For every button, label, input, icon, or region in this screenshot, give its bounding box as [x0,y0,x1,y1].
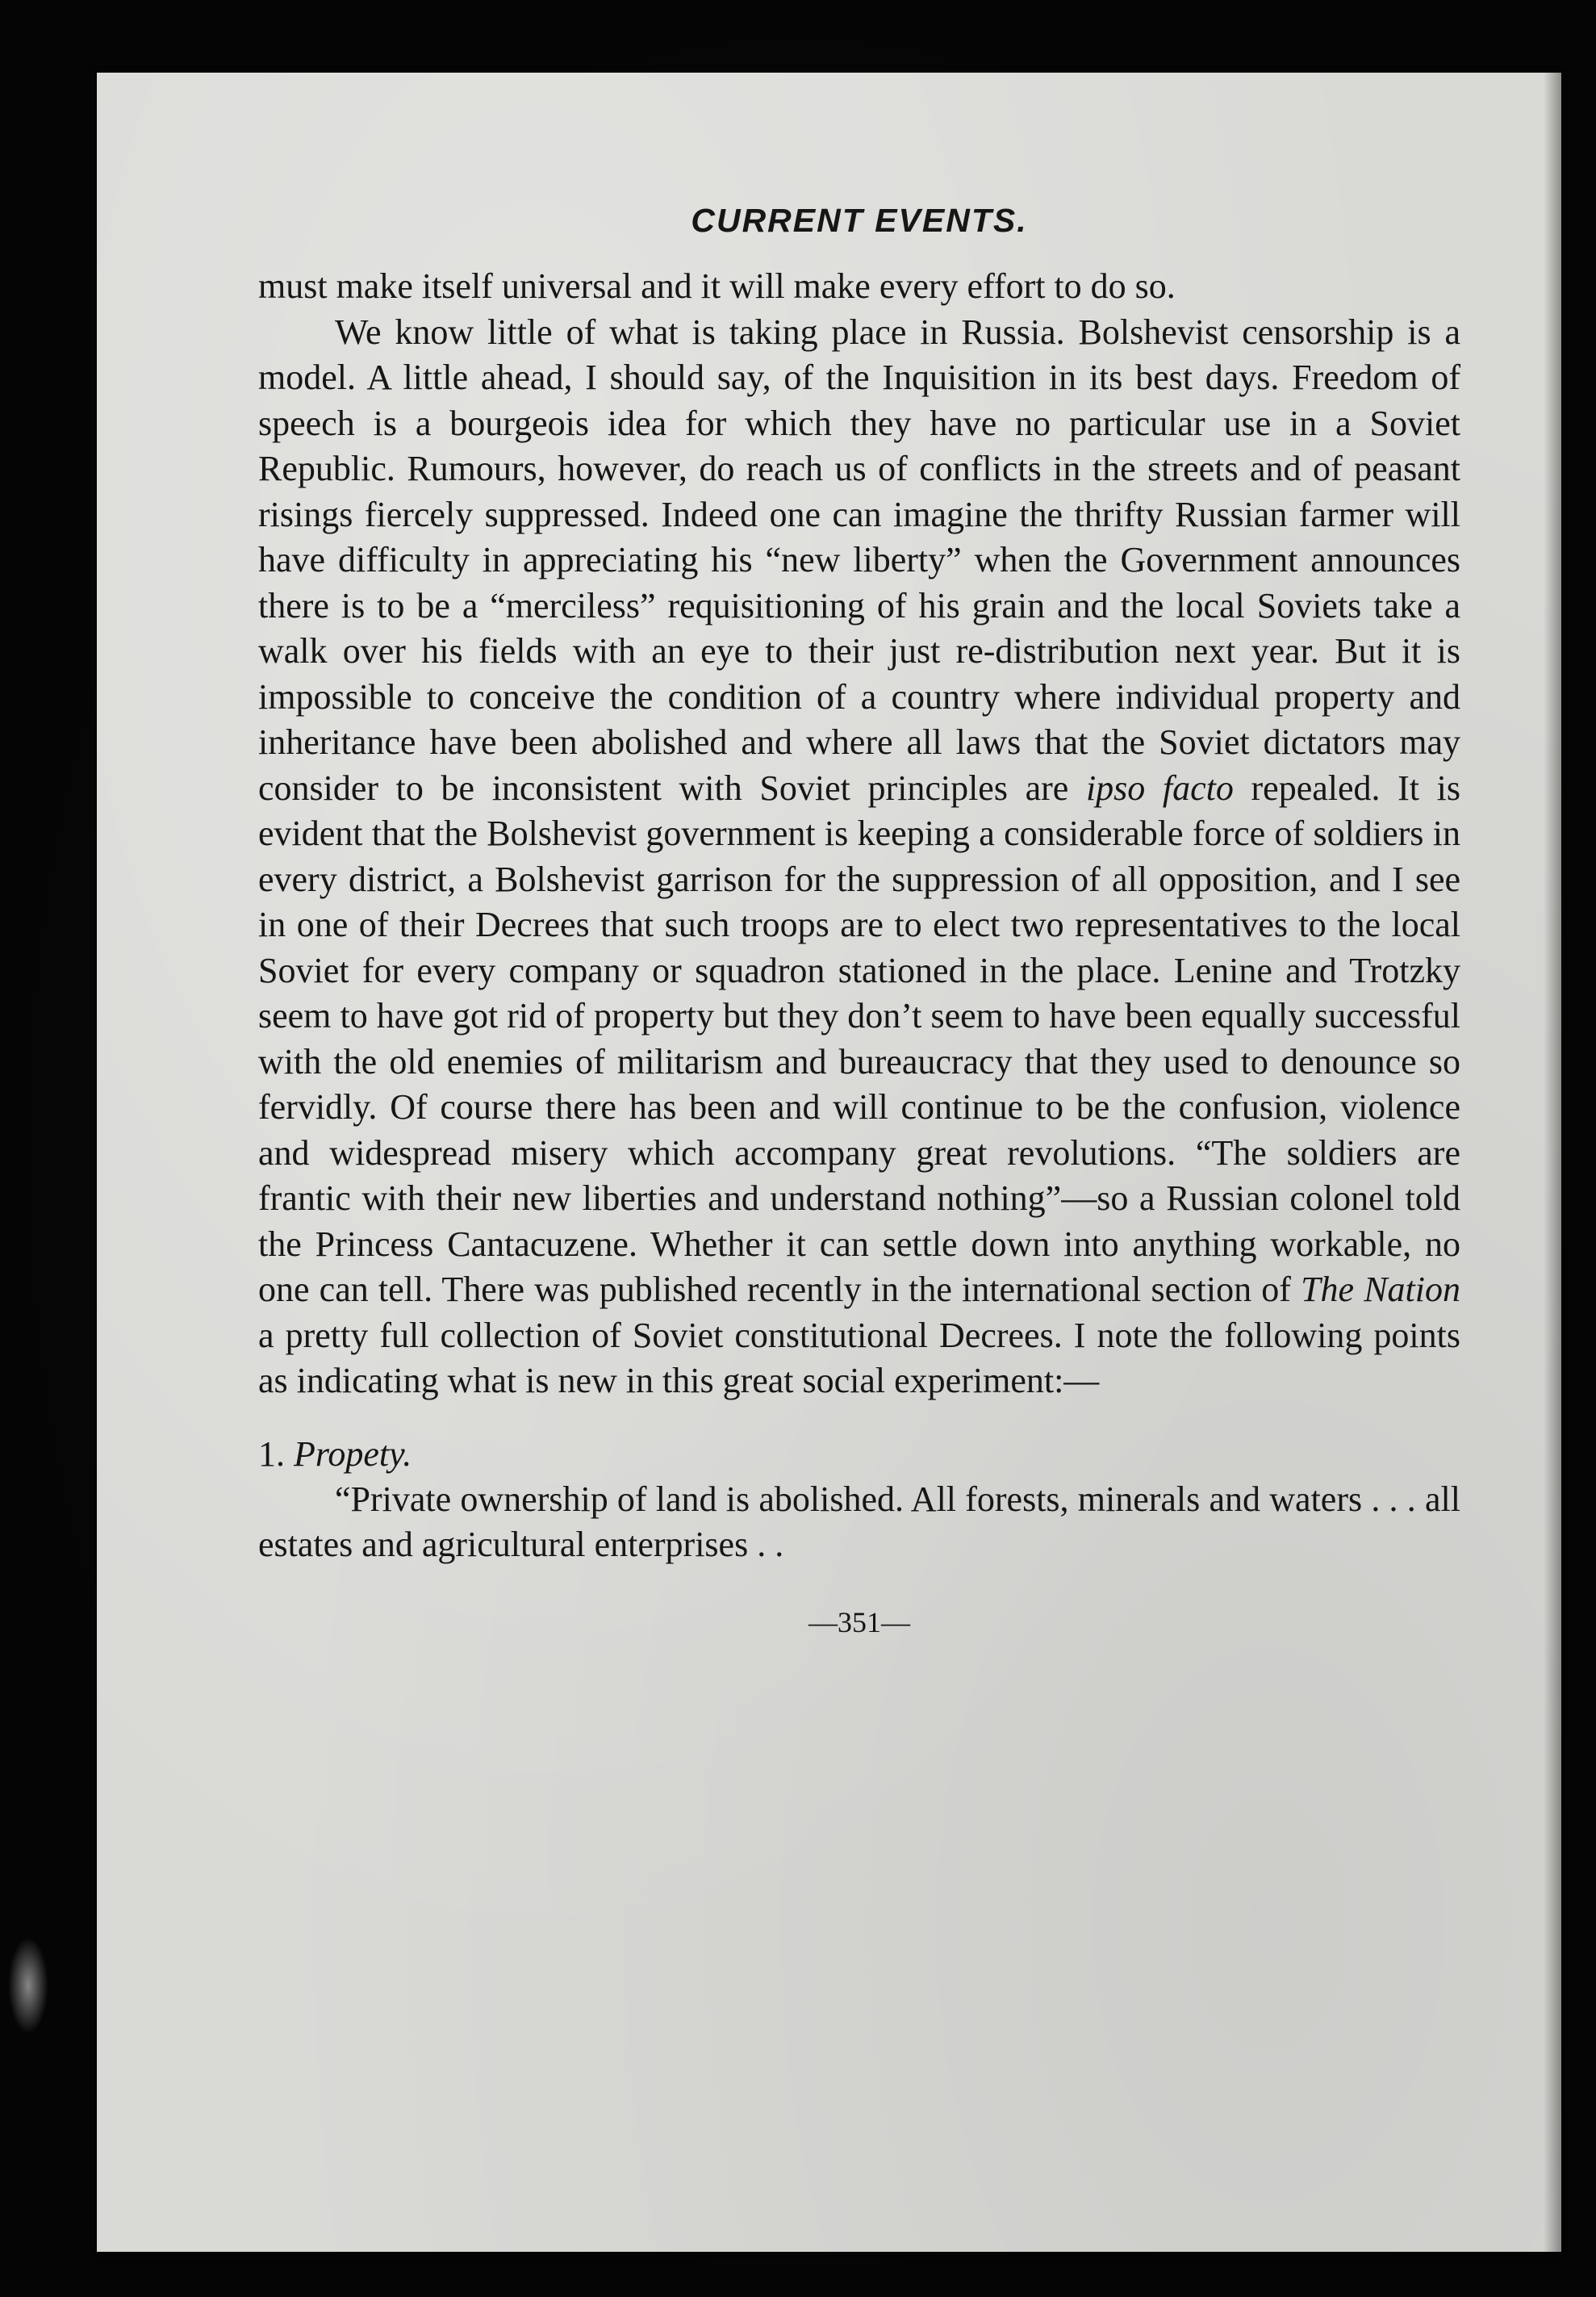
running-head: CURRENT EVENTS. [691,202,1028,239]
italic-run: ipso facto [1085,768,1234,808]
text-run: must make itself universal and it will make every effort to do so. [258,266,1176,306]
scan-smudge [8,1937,48,2034]
section-number: 1. [258,1433,285,1474]
text-run: We know little of what is taking place in Russia. Bolshevist censorship is a model. A little ahead, I should say, of the Inquisition in its best days. Freedom of speech is a bourgeois idea for which they have no particular use in a Soviet Republic. Rumours, however, do reach us of conflicts in the streets and of peasant risings fiercely suppressed. Indeed one can imagine the thrifty Russian farmer will have difficulty in appreciating his “new liberty” when the Government announces there is to be a “merciless” requisitioning of his grain and the local Soviets take a walk over his fields with an eye to their just re-distribution next year. But it is impossible to conceive the condition of a country where individual property and inheritance have been abolished and where all laws that the Soviet dictators may consider to be inconsistent with Soviet principles are [258,312,1460,808]
body-text [258,264,1460,1404]
paragraph [258,310,1460,1404]
section-heading [258,1432,1460,1477]
paragraph [258,264,1460,310]
page-number: —351— [808,1605,910,1638]
page-content [258,202,1460,1639]
quote-paragraph: “Private ownership of land is abolished. All forests, minerals and waters . . . all estates and agricultural enterprises . . [258,1479,1460,1564]
section-title: Propety. [294,1433,412,1474]
page-spine-shadow [1544,73,1561,2252]
text-run: repealed. It is evident that the Bolshevist government is keeping a considerable force of soldiers in every district, a Bolshevist garrison for the suppression of all opposition, and I see in one of their Decrees that such troops are to elect two representatives to the local Soviet for every company or squadron stationed in the place. Lenine and Trotzky seem to have got rid of property but they don’t seem to have been equally successful with the old enemies of militarism and bureaucracy that they used to denounce so fervidly. Of course there has been and will continue to be the confusion, violence and widespread misery which accompany great revolutions. “The soldiers are frantic with their new liberties and understand nothing”—so a Russian colonel told the Princess Cantacuzene. Whether it can settle down into anything workable, no one can tell. There was published recently in the international section of [258,768,1461,1309]
book-page [97,73,1561,2252]
italic-run: The Nation [1301,1270,1460,1309]
text-run: a pretty full collection of Soviet constitutional Decrees. I note the following points as indicating what is new in this great social experiment:— [258,1315,1460,1400]
